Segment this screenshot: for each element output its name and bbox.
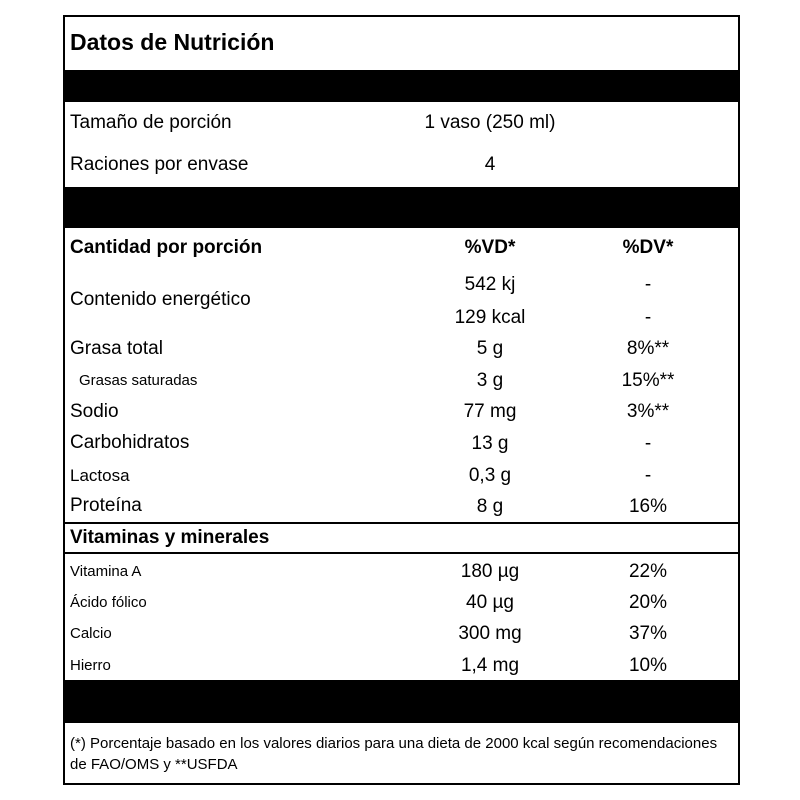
nutrient-dv: 16% <box>628 496 668 517</box>
nutrient-label: Sodio <box>70 401 119 422</box>
bottom-divider-bar <box>65 680 738 723</box>
vitamin-amount: 300 mg <box>458 623 522 644</box>
nutrition-title: Datos de Nutrición <box>70 29 275 55</box>
top-divider-bar <box>65 70 738 102</box>
vitamin-label: Vitamina A <box>70 563 142 580</box>
nutrient-amount: 13 g <box>471 433 509 454</box>
nutrient-amount: 5 g <box>476 338 504 359</box>
nutrient-dv: 15%** <box>621 370 675 391</box>
vitamin-amount: 40 µg <box>466 592 514 613</box>
vitamin-dv: 37% <box>628 623 668 644</box>
nutrient-amount: 0,3 g <box>468 465 512 486</box>
nutrient-dv: 8%** <box>626 338 670 359</box>
energy-kj-dv: - <box>644 274 652 295</box>
nutrient-label: Grasas saturadas <box>79 372 198 389</box>
middle-divider-bar <box>65 187 738 228</box>
serving-size-value: 1 vaso (250 ml) <box>424 112 556 133</box>
energy-kcal-value: 129 kcal <box>454 307 526 328</box>
energy-kcal-dv: - <box>644 307 652 328</box>
vitamins-minerals-header: Vitaminas y minerales <box>70 527 270 548</box>
servings-per-container-label: Raciones por envase <box>70 154 249 175</box>
nutrient-amount: 3 g <box>476 370 504 391</box>
section-divider-line <box>65 552 738 554</box>
nutrition-facts-panel <box>63 15 740 785</box>
vitamin-dv: 10% <box>628 655 668 676</box>
servings-per-container-value: 4 <box>484 154 496 175</box>
vitamin-dv: 20% <box>628 592 668 613</box>
nutrient-dv: - <box>644 433 652 454</box>
serving-size-label: Tamaño de porción <box>70 112 232 133</box>
nutrient-dv: - <box>644 465 652 486</box>
vitamin-label: Calcio <box>70 625 112 642</box>
energy-kj-value: 542 kj <box>464 274 516 295</box>
nutrient-amount: 8 g <box>476 496 504 517</box>
nutrient-amount: 77 mg <box>463 401 517 422</box>
energy-label: Contenido energético <box>70 289 251 310</box>
vd-column-header: %VD* <box>464 237 516 258</box>
footnote: (*) Porcentaje basado en los valores diarios para una dieta de 2000 kcal según recomendaciones de FAO/OMS y **USFDA <box>70 735 718 773</box>
nutrient-label: Lactosa <box>70 466 130 485</box>
nutrient-dv: 3%** <box>626 401 670 422</box>
nutrient-label: Proteína <box>70 495 142 516</box>
section-divider-line <box>65 522 738 524</box>
vitamin-amount: 180 µg <box>460 561 520 582</box>
vitamin-amount: 1,4 mg <box>460 655 520 676</box>
nutrient-label: Grasa total <box>70 338 163 359</box>
vitamin-dv: 22% <box>628 561 668 582</box>
nutrient-label: Carbohidratos <box>70 432 190 453</box>
dv-column-header: %DV* <box>622 237 674 258</box>
vitamin-label: Ácido fólico <box>70 594 147 611</box>
vitamin-label: Hierro <box>70 657 111 674</box>
amount-per-serving-header: Cantidad por porción <box>70 237 263 258</box>
